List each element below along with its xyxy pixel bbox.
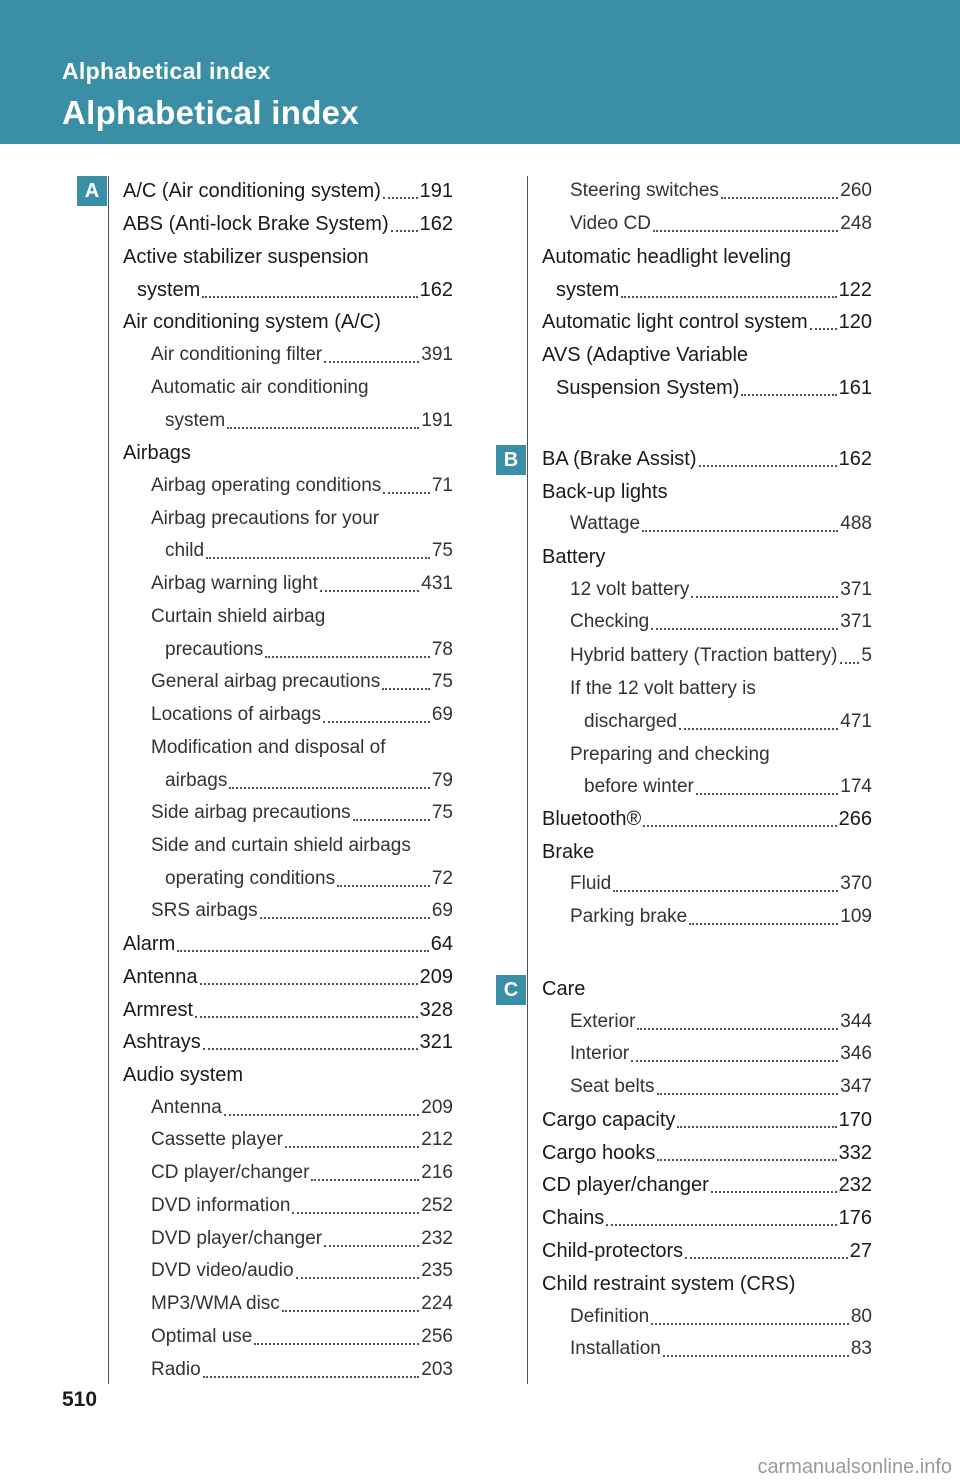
index-entry-page: 79 (431, 770, 453, 791)
index-entry (542, 1207, 872, 1233)
index-entry (570, 1011, 872, 1037)
index-entry (123, 999, 453, 1025)
index-entry-page: 162 (419, 279, 453, 301)
index-entry-label: Cargo hooks (542, 1142, 656, 1164)
index-entry-label: precautions (165, 639, 264, 660)
index-entry-label: Active stabilizer suspension (123, 246, 369, 268)
dot-leader (224, 1113, 420, 1116)
index-entry-page: 80 (850, 1306, 872, 1327)
dot-leader (613, 889, 838, 892)
index-entry-page: 209 (421, 1097, 453, 1118)
index-entry-label: Hybrid battery (Traction battery) (570, 645, 838, 666)
index-entry (542, 808, 872, 834)
index-entry (151, 508, 379, 534)
index-entry (556, 377, 872, 403)
index-entry-label: Interior (570, 1043, 630, 1064)
index-entry-page: 162 (419, 213, 453, 235)
index-entry-page: 232 (421, 1228, 453, 1249)
index-entry-page: 346 (840, 1043, 872, 1064)
index-entry-page: 216 (421, 1162, 453, 1183)
index-entry-label: system (165, 410, 226, 431)
index-entry (542, 1142, 872, 1168)
index-entry-label: A/C (Air conditioning system) (123, 180, 381, 202)
index-entry-label: Locations of airbags (151, 704, 322, 725)
dot-leader (282, 1309, 419, 1312)
letter-tab-a: A (77, 176, 107, 206)
dot-leader (721, 196, 838, 199)
dot-leader (206, 556, 430, 559)
index-entry-page: 71 (431, 475, 453, 496)
index-entry-label: If the 12 volt battery is (570, 678, 756, 699)
index-entry (151, 737, 385, 763)
index-entry-label: Wattage (570, 513, 641, 534)
index-entry-label: operating conditions (165, 868, 336, 889)
index-entry-label: MP3/WMA disc (151, 1293, 280, 1314)
index-entry-label: Airbag precautions for your (151, 508, 380, 529)
index-entry (570, 873, 872, 899)
column-divider-right (527, 176, 528, 1384)
index-entry-page: 64 (430, 933, 453, 955)
index-entry-label: Antenna (151, 1097, 222, 1118)
index-entry (570, 180, 872, 206)
dot-leader (323, 720, 430, 723)
dot-leader (677, 1125, 836, 1128)
index-entry (151, 900, 453, 926)
index-entry-label: Armrest (123, 999, 193, 1021)
index-entry-page: 256 (421, 1326, 453, 1347)
dot-leader (711, 1190, 837, 1193)
index-entry-label: Air conditioning filter (151, 344, 323, 365)
index-entry-label: Bluetooth® (542, 808, 642, 830)
index-entry (151, 344, 453, 370)
index-entry-page: 75 (431, 802, 453, 823)
index-entry (151, 704, 453, 730)
index-entry-page: 248 (840, 213, 872, 234)
index-entry-label: Seat belts (570, 1076, 655, 1097)
index-entry-page: 170 (838, 1109, 872, 1131)
index-entry-label: CD player/changer (542, 1174, 709, 1196)
index-entry-label: General airbag precautions (151, 671, 381, 692)
index-entry-page: 120 (838, 311, 872, 333)
index-entry-page: 235 (421, 1260, 453, 1281)
index-entry (570, 579, 872, 605)
dot-leader (296, 1276, 420, 1279)
dot-leader (679, 727, 838, 730)
dot-leader (642, 529, 838, 532)
index-entry (123, 311, 381, 337)
index-entry (570, 513, 872, 539)
dot-leader (200, 982, 418, 985)
index-entry (123, 246, 369, 272)
index-entry-page: 321 (419, 1031, 453, 1053)
dot-leader (657, 1158, 836, 1161)
index-entry (542, 344, 748, 370)
index-entry-label: system (556, 279, 620, 301)
index-entry-label: Parking brake (570, 906, 688, 927)
page-title: Alphabetical index (62, 94, 359, 131)
index-entry (570, 213, 872, 239)
index-entry-page: 161 (838, 377, 872, 399)
dot-leader (311, 1178, 419, 1181)
index-entry-page: 266 (838, 808, 872, 830)
section-label: Alphabetical index (62, 58, 271, 84)
index-entry-label: Video CD (570, 213, 651, 234)
footer-watermark: carmanualsonline.info (757, 1456, 952, 1478)
index-entry (151, 475, 453, 501)
index-entry-label: Airbags (123, 442, 191, 464)
index-entry-label: system (137, 279, 201, 301)
dot-leader (337, 884, 430, 887)
column-divider-left (108, 176, 109, 1384)
index-entry (542, 1273, 795, 1299)
index-entry (151, 1260, 453, 1286)
dot-leader (631, 1059, 838, 1062)
index-entry (123, 213, 453, 239)
index-entry-page: 203 (421, 1359, 453, 1380)
index-entry-label: Exterior (570, 1011, 636, 1032)
index-entry-page: 27 (849, 1240, 872, 1262)
index-entry (137, 279, 453, 305)
index-entry-page: 260 (840, 180, 872, 201)
index-entry-label: Optimal use (151, 1326, 253, 1347)
index-entry-page: 174 (840, 776, 872, 797)
index-entry-page: 191 (421, 410, 453, 431)
index-entry (570, 744, 770, 770)
index-entry (151, 1129, 453, 1155)
index-entry-label: Audio system (123, 1064, 244, 1086)
index-entry (542, 311, 872, 337)
index-entry-page: 328 (419, 999, 453, 1021)
index-entry (542, 481, 668, 507)
index-entry-label: Child restraint system (CRS) (542, 1273, 796, 1295)
dot-leader (691, 595, 838, 598)
index-entry-label: airbags (165, 770, 228, 791)
index-entry-label: Side airbag precautions (151, 802, 351, 823)
index-entry (123, 966, 453, 992)
dot-leader (383, 196, 418, 199)
index-entry-label: 12 volt battery (570, 579, 690, 600)
dot-leader (382, 687, 430, 690)
index-entry (123, 1064, 243, 1090)
index-entry (151, 573, 453, 599)
index-entry (542, 1174, 872, 1200)
page-header (0, 0, 960, 144)
index-entry-label: ABS (Anti-lock Brake System) (123, 213, 389, 235)
index-entry-label: Back-up lights (542, 481, 668, 503)
index-entry (570, 1043, 872, 1069)
index-entry-label: Air conditioning system (A/C) (123, 311, 381, 333)
index-entry (151, 1195, 453, 1221)
index-entry (151, 1359, 453, 1385)
dot-leader (383, 491, 430, 494)
index-entry-label: Airbag warning light (151, 573, 318, 594)
index-entry-page: 224 (421, 1293, 453, 1314)
index-entry-page: 232 (838, 1174, 872, 1196)
index-entry (542, 841, 594, 867)
dot-leader (651, 1322, 849, 1325)
dot-leader (391, 229, 418, 232)
index-entry (570, 1306, 872, 1332)
dot-leader (203, 1047, 418, 1050)
index-entry-label: Airbag operating conditions (151, 475, 382, 496)
index-entry-label: Cassette player (151, 1129, 284, 1150)
index-entry-label: Automatic headlight leveling (542, 246, 792, 268)
dot-leader (637, 1027, 838, 1030)
index-entry-page: 471 (840, 711, 872, 732)
index-entry (570, 645, 872, 671)
index-entry (542, 1109, 872, 1135)
dot-leader (202, 295, 417, 298)
index-entry (570, 1338, 872, 1364)
dot-leader (324, 1244, 419, 1247)
dot-leader (651, 627, 838, 630)
index-entry-label: DVD information (151, 1195, 291, 1216)
index-entry-page: 78 (431, 639, 453, 660)
index-entry-page: 431 (421, 573, 453, 594)
dot-leader (227, 426, 419, 429)
index-entry-label: Installation (570, 1338, 661, 1359)
index-entry-label: Fluid (570, 873, 612, 894)
dot-leader (653, 229, 838, 232)
index-entry (151, 377, 369, 403)
index-entry-label: SRS airbags (151, 900, 258, 921)
index-entry (570, 678, 756, 704)
index-entry (123, 1031, 453, 1057)
dot-leader (699, 464, 837, 467)
index-entry-page: 5 (861, 645, 872, 666)
index-entry-label: discharged (584, 711, 677, 732)
index-entry-label: DVD video/audio (151, 1260, 294, 1281)
index-entry-page: 212 (421, 1129, 453, 1150)
index-entry-page: 69 (431, 704, 453, 725)
index-entry-label: Alarm (123, 933, 176, 955)
dot-leader (324, 360, 419, 363)
index-entry (556, 279, 872, 305)
index-entry (542, 246, 791, 272)
index-entry (151, 1326, 453, 1352)
index-entry-label: Checking (570, 611, 650, 632)
index-entry-label: DVD player/changer (151, 1228, 323, 1249)
index-entry-page: 488 (840, 513, 872, 534)
index-entry (123, 933, 453, 959)
index-entry-page: 252 (421, 1195, 453, 1216)
dot-leader (292, 1211, 419, 1214)
dot-leader (685, 1256, 848, 1259)
dot-leader (741, 393, 836, 396)
index-entry-label: Cargo capacity (542, 1109, 676, 1131)
index-entry (570, 611, 872, 637)
index-entry-page: 72 (431, 868, 453, 889)
index-entry-label: Automatic air conditioning (151, 377, 369, 398)
dot-leader (606, 1223, 836, 1226)
dot-leader (657, 1092, 839, 1095)
index-entry (151, 1162, 453, 1188)
index-entry-label: Ashtrays (123, 1031, 201, 1053)
index-entry (570, 906, 872, 932)
index-entry-label: child (165, 540, 205, 561)
dot-leader (689, 922, 838, 925)
index-entry-label: Brake (542, 841, 595, 863)
index-entry-page: 75 (431, 540, 453, 561)
dot-leader (696, 792, 838, 795)
index-entry (584, 776, 872, 802)
dot-leader (260, 916, 430, 919)
index-entry (570, 1076, 872, 1102)
index-entry-page: 347 (840, 1076, 872, 1097)
index-entry (542, 546, 605, 572)
index-entry-label: Suspension System) (556, 377, 740, 399)
index-entry-label: Automatic light control system (542, 311, 808, 333)
index-entry-label: Modification and disposal of (151, 737, 386, 758)
index-entry-page: 162 (838, 448, 872, 470)
index-entry-page: 332 (838, 1142, 872, 1164)
index-entry-label: AVS (Adaptive Variable (542, 344, 749, 366)
dot-leader (643, 824, 836, 827)
index-entry (165, 639, 453, 665)
index-entry-page: 109 (840, 906, 872, 927)
dot-leader (621, 295, 836, 298)
index-entry-page: 344 (840, 1011, 872, 1032)
index-entry-label: CD player/changer (151, 1162, 310, 1183)
index-entry (151, 835, 411, 861)
index-entry-label: Definition (570, 1306, 650, 1327)
page-number: 510 (62, 1388, 98, 1411)
index-entry (123, 442, 191, 468)
index-entry-page: 176 (838, 1207, 872, 1229)
index-entry (165, 770, 453, 796)
index-entry-label: Side and curtain shield airbags (151, 835, 411, 856)
index-entry-label: before winter (584, 776, 694, 797)
index-entry (165, 410, 453, 436)
index-entry-page: 370 (840, 873, 872, 894)
index-entry-page: 391 (421, 344, 453, 365)
index-entry-page: 75 (431, 671, 453, 692)
index-entry-label: Steering switches (570, 180, 719, 201)
index-entry-label: Care (542, 978, 586, 1000)
index-entry-label: Battery (542, 546, 606, 568)
dot-leader (195, 1015, 418, 1018)
index-entry (542, 448, 872, 474)
index-entry-label: Curtain shield airbag (151, 606, 326, 627)
dot-leader (203, 1375, 420, 1378)
index-entry-page: 69 (431, 900, 453, 921)
index-entry-label: Radio (151, 1359, 201, 1380)
index-entry (123, 180, 453, 206)
dot-leader (285, 1145, 419, 1148)
index-entry-page: 191 (419, 180, 453, 202)
index-entry-page: 371 (840, 579, 872, 600)
index-entry-label: Chains (542, 1207, 605, 1229)
index-entry (151, 1097, 453, 1123)
dot-leader (254, 1342, 419, 1345)
index-entry (165, 540, 453, 566)
index-entry-page: 371 (840, 611, 872, 632)
dot-leader (320, 589, 419, 592)
dot-leader (265, 655, 430, 658)
index-entry (151, 1293, 453, 1319)
dot-leader (810, 327, 837, 330)
index-entry (151, 1228, 453, 1254)
index-entry (165, 868, 453, 894)
index-entry-label: BA (Brake Assist) (542, 448, 697, 470)
dot-leader (663, 1354, 849, 1357)
index-entry-label: Antenna (123, 966, 198, 988)
index-entry-label: Preparing and checking (570, 744, 770, 765)
index-entry (584, 711, 872, 737)
index-entry (151, 671, 453, 697)
letter-tab-b: B (496, 445, 526, 475)
index-entry (151, 606, 325, 632)
index-entry (542, 978, 585, 1004)
dot-leader (353, 818, 430, 821)
letter-tab-c: C (496, 975, 526, 1005)
dot-leader (177, 949, 429, 952)
index-entry (151, 802, 453, 828)
index-entry (542, 1240, 872, 1266)
index-entry-page: 209 (419, 966, 453, 988)
index-entry-label: Child-protectors (542, 1240, 684, 1262)
dot-leader (229, 786, 430, 789)
index-entry-page: 83 (850, 1338, 872, 1359)
dot-leader (840, 661, 860, 664)
index-entry-page: 122 (838, 279, 872, 301)
